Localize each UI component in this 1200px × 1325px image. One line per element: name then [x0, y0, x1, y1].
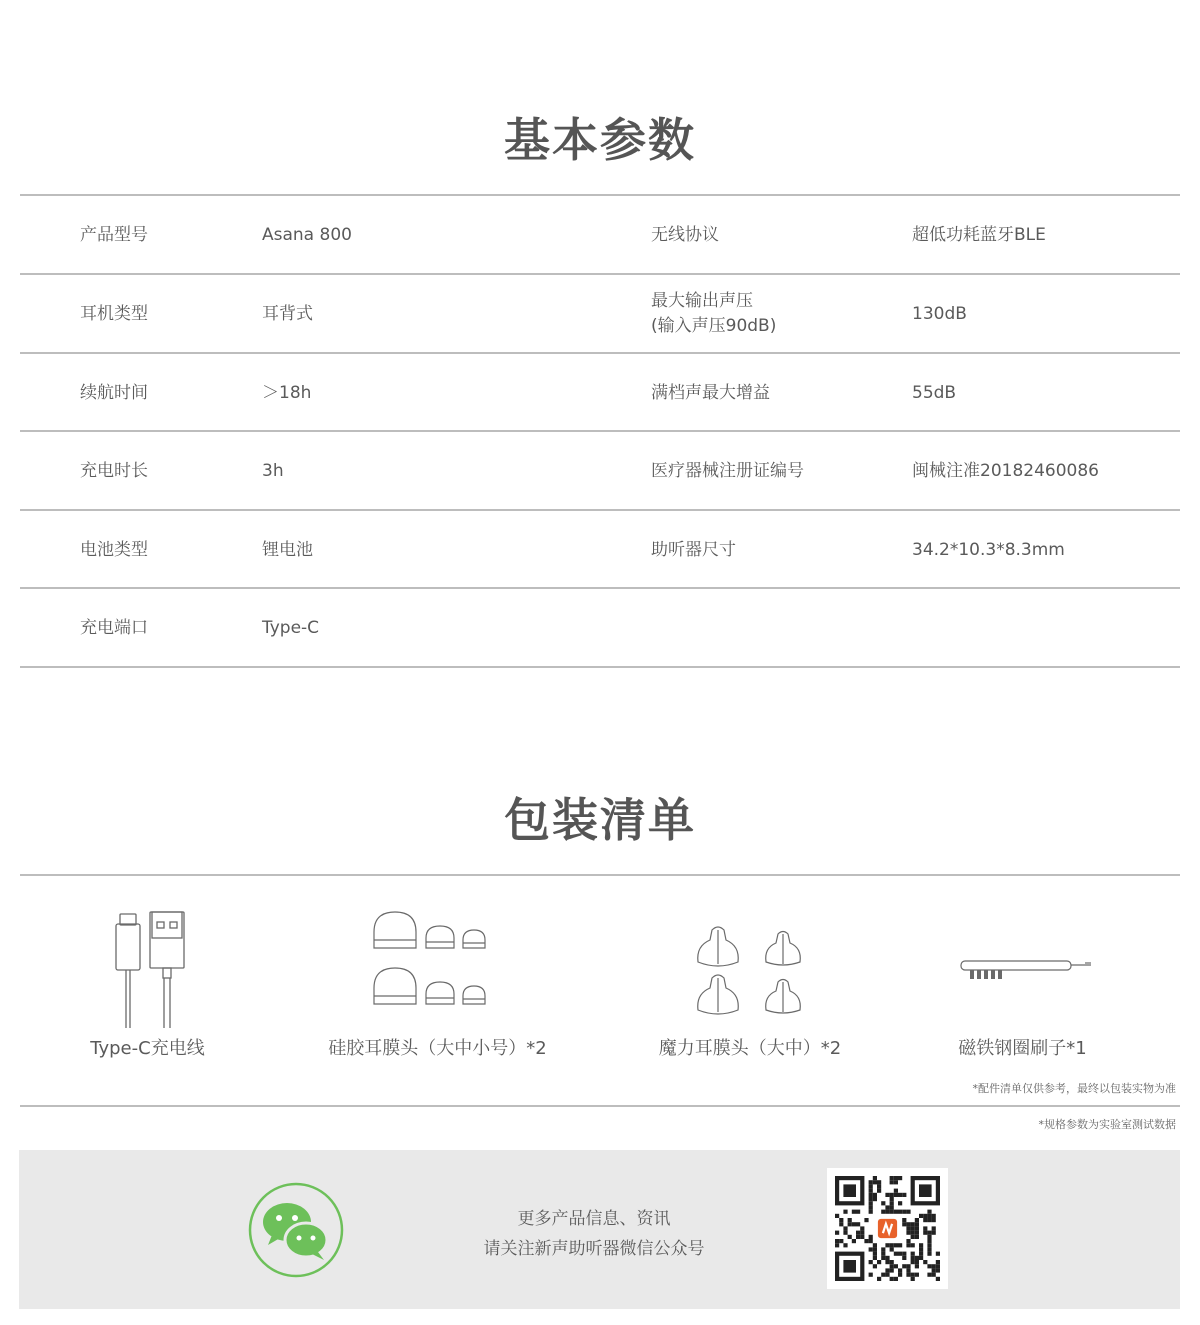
spec-value: 闽械注准20182460086: [912, 460, 1099, 481]
package-item: [60, 900, 235, 1070]
spec-value: ＞18h: [262, 382, 312, 403]
spec-value: Asana 800: [262, 224, 352, 245]
spec-row: [20, 354, 1180, 432]
spec-value: 3h: [262, 460, 284, 481]
spec-row: [20, 589, 1180, 667]
qr-code-icon: [827, 1168, 948, 1289]
spec-key: 医疗器械注册证编号: [651, 460, 804, 481]
package-item-label: 磁铁钢圈刷子*1: [958, 1038, 1087, 1059]
package-item: [935, 900, 1110, 1070]
divider: [20, 874, 1180, 876]
package-item-label: Type-C充电线: [90, 1038, 205, 1059]
spec-value: Type-C: [262, 617, 320, 638]
footer-banner: [19, 1150, 1180, 1309]
spec-value: 55dB: [912, 382, 957, 403]
spec-row: [20, 432, 1180, 510]
spec-row: [20, 196, 1180, 274]
dome-eartip-icon: [640, 900, 860, 1030]
footer-line-2: 请关注新声助听器微信公众号: [483, 1239, 705, 1259]
package-item: [320, 900, 555, 1070]
spec-key: 电池类型: [80, 539, 148, 560]
spec-key: 无线协议: [651, 224, 719, 245]
spec-key: 充电时长: [80, 460, 148, 481]
spec-value: 34.2*10.3*8.3mm: [912, 539, 1065, 560]
wechat-icon: [248, 1182, 344, 1278]
package-item-label: 硅胶耳膜头（大中小号）*2: [328, 1038, 547, 1059]
spec-note: *规格参数为实验室测试数据: [1038, 1118, 1176, 1131]
package-item-label: 魔力耳膜头（大中）*2: [658, 1038, 842, 1059]
spec-value: 耳背式: [262, 303, 313, 324]
spec-key: 充电端口: [80, 617, 148, 638]
spec-key: 续航时间: [80, 382, 148, 403]
spec-key: 助听器尺寸: [651, 539, 736, 560]
package-note: *配件清单仅供参考，最终以包装实物为准: [972, 1082, 1176, 1095]
footer-line-1: 更多产品信息、资讯: [517, 1209, 671, 1229]
spec-section-title: 基本参数: [504, 113, 696, 167]
spec-key: 满档声最大增益: [651, 382, 770, 403]
spec-value: [912, 589, 1172, 667]
spec-key: [651, 589, 891, 667]
spec-value: 锂电池: [262, 539, 313, 560]
spec-key: 产品型号: [80, 224, 148, 245]
divider: [20, 666, 1180, 668]
package-item: [640, 900, 860, 1070]
spec-value: 超低功耗蓝牙BLE: [912, 224, 1046, 245]
usb-cable-icon: [60, 900, 235, 1030]
spec-value: 130dB: [912, 303, 967, 324]
spec-row: [20, 275, 1180, 353]
spec-key: 耳机类型: [80, 303, 148, 324]
cleaning-brush-icon: [935, 900, 1110, 1030]
spec-key: 最大输出声压 (输入声压90dB): [651, 291, 777, 336]
divider: [20, 1105, 1180, 1107]
silicone-eartip-icon: [320, 900, 555, 1030]
package-section-title: 包装清单: [504, 793, 696, 847]
spec-row: [20, 511, 1180, 589]
